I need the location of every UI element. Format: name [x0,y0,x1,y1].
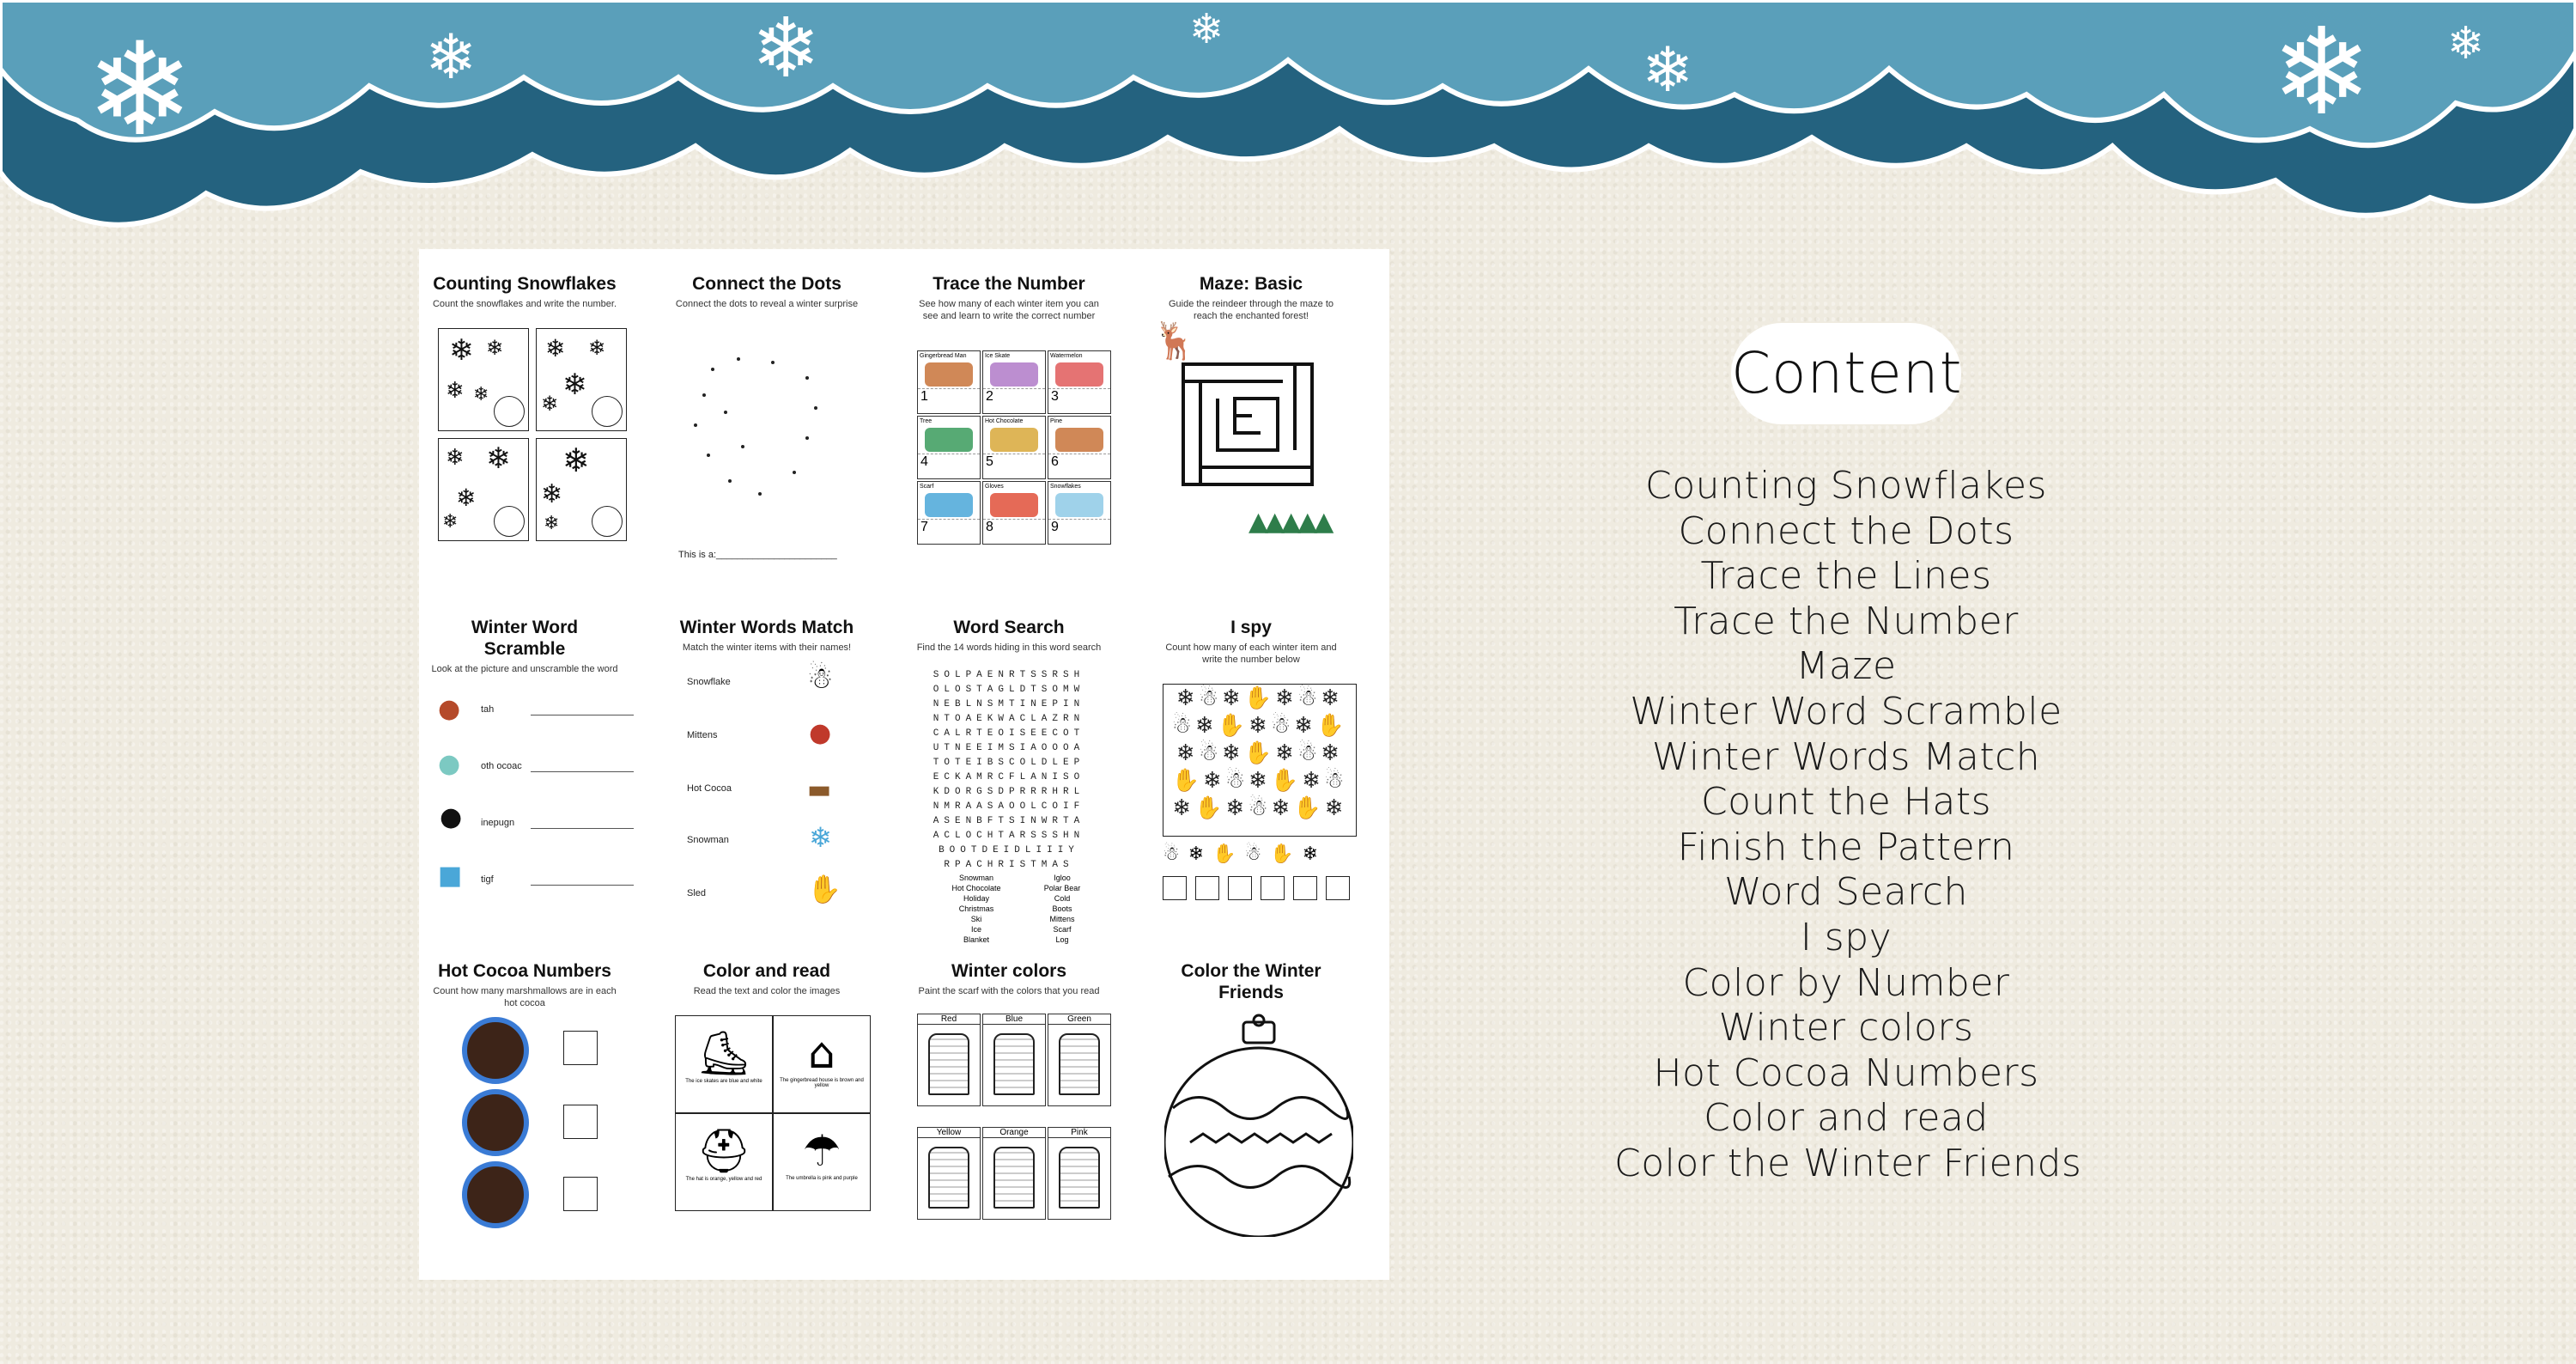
trace-cell [1048,416,1111,479]
snowflake-icon: ❄ [1189,5,1224,53]
answer-circle[interactable] [494,506,525,537]
card-subtitle: Find the 14 words hiding in this word search [916,642,1102,653]
content-list-item: Winter colors [1718,1006,1974,1050]
item-icon [990,362,1038,387]
content-list-item: I spy [1800,915,1893,959]
card-counting-snowflakes [419,249,630,584]
content-list-item: Trace the Lines [1700,554,1992,599]
card-subtitle: Count how many of each winter item and write the number below [1165,642,1337,665]
answer-circle[interactable] [592,506,623,537]
card-word-search [903,593,1115,944]
trace-number: 3 [1048,388,1110,405]
scarf-cell [982,1127,1046,1220]
snowflake-icon: ❄ [588,336,606,360]
card-title: Winter Word Scramble [471,618,579,659]
scarf-cell [917,1014,981,1106]
card-subtitle: Connect the dots to reveal a winter surprise [675,299,859,309]
sled-icon: ▬ [807,775,832,805]
trace-item-label: Gloves [985,484,1004,490]
tree-icon: ▲▲▲▲▲ [1249,507,1331,537]
trace-item-label: Tree [920,418,933,424]
scarf-icon [928,1033,969,1095]
color-cell [675,1113,773,1211]
card-subtitle: Look at the picture and unscramble the word [431,664,618,674]
item-icon [925,493,973,517]
scarf-cell [917,1127,981,1220]
card-title: Word Search [953,618,1065,637]
card-hot-cocoa-numbers [419,936,630,1271]
snowflake-cell [438,438,529,541]
word-list-item: Blanket [963,935,990,944]
trace-number: 6 [1048,454,1110,470]
trace-item-label: Snowflakes [1050,484,1081,490]
trace-number: 5 [983,454,1045,470]
scramble-word: tah [481,704,495,715]
scarf-icon [928,1147,969,1209]
scramble-word: tigf [481,874,494,885]
dot-puzzle [678,344,859,515]
word-list-item: Mittens [1049,915,1075,923]
word-list-item: Ski [970,915,982,923]
snowflake-icon: ❄ [544,513,560,534]
word-search-row: ECKAMRCFLANISO [933,772,1085,782]
snowflake-cell [438,328,529,431]
reindeer-icon: 🦌 [1152,320,1198,362]
card-maze [1145,249,1357,584]
content-list-item: Connect the Dots [1678,508,2014,553]
card-connect-the-dots [661,249,872,584]
card-title: I spy [1230,618,1272,637]
trace-number: 8 [983,519,1045,535]
color-label: Yellow [918,1128,980,1138]
i-spy-items: ☃❄✋☃✋❄ [1163,843,1327,865]
snowflake-icon: ❄ [541,392,559,416]
card-subtitle: Paint the scarf with the colors that you read [918,986,1100,996]
word-list-item: Hot Chocolate [951,884,1001,892]
trace-item-label: Watermelon [1050,353,1083,359]
word-list-right [1024,873,1101,945]
trace-cell [982,416,1046,479]
answer-box[interactable] [563,1031,598,1065]
trace-number: 2 [983,388,1045,405]
trace-number: 4 [918,454,980,470]
snowflake-icon: ❄ [446,378,465,404]
caption: The gingerbread house is brown and yellow [780,1078,864,1088]
trace-cell [917,481,981,545]
cocoa-cup-icon [462,1161,529,1228]
match-word: Sled [687,888,707,898]
match-word: Snowflake [687,677,731,687]
scarf-grid [917,1014,1115,1228]
card-title: Hot Cocoa Numbers [438,961,611,981]
content-list-item: Color the Winter Friends [1614,1141,2082,1185]
snowman-icon: ☃ [807,661,834,696]
snowflake-icon: ❄ [2271,3,2372,143]
scramble-word: inepugn [481,818,515,828]
cocoa-icon: ● [438,749,461,779]
card-words-match [661,593,872,928]
item-icon [990,428,1038,452]
card-subtitle: Count how many marshmallows are in each hot cocoa [433,986,617,1008]
item-icon [1055,362,1103,387]
ice-skate-icon: ⛸ [696,1028,751,1078]
card-color-and-read [661,936,872,1271]
snowflake-icon: ❄ [442,511,459,533]
snowflake-icon: ❄ [541,479,563,509]
word-list-item: Log [1055,935,1069,944]
trace-item-label: Gingerbread Man [920,353,967,359]
card-winter-colors [903,936,1115,1271]
card-title: Winter Words Match [679,618,854,637]
content-list-item: Maze [1795,644,1897,689]
card-title: Color the Winter Friends [1181,961,1321,1002]
card-title: Connect the Dots [692,274,841,294]
snowflake-icon: ❄ [751,0,821,96]
cocoa-cup-icon [462,1089,529,1156]
card-color-winter-friends [1145,936,1357,1271]
scarf-icon [993,1033,1035,1095]
content-list-item: Trace the Number [1674,599,2019,643]
snowflake-cell [536,438,627,541]
item-icon [1055,428,1103,452]
card-trace-the-number [903,249,1115,584]
cocoa-cup-icon [462,1017,529,1084]
word-search-row: ACLOCHTARSSSHN [933,831,1085,841]
trace-cell [917,350,981,414]
trace-item-label: Ice Skate [985,353,1011,359]
card-title: Color and read [702,961,831,981]
scarf-icon [1059,1147,1100,1209]
snowflake-icon: ❄ [1642,33,1694,106]
snowflake-icon: ❄ [562,368,587,402]
trace-number: 7 [918,519,980,535]
card-i-spy [1145,593,1357,928]
hat-icon: ● [438,694,461,724]
trace-item-label: Pine [1050,418,1063,424]
color-label: Green [1048,1014,1110,1025]
content-list-item: Count the Hats [1700,780,1992,825]
content-list [1614,464,2082,1187]
snowflake-icon: ❄ [425,21,477,93]
item-icon [990,493,1038,517]
answer-circle[interactable] [592,396,623,427]
scramble-word: oth ocoac [481,761,522,771]
word-list-item: Scarf [1053,925,1072,934]
content-list-item: Hot Cocoa Numbers [1653,1050,2039,1095]
color-label: Red [918,1014,980,1025]
content-list-item: Winter Word Scramble [1630,689,2063,734]
word-search-row: NEBLNSMTINEPIN [933,699,1085,709]
card-subtitle: Read the text and color the images [693,986,841,996]
trace-number: 1 [918,388,980,405]
item-icon [925,428,973,452]
trace-item-label: Scarf [920,484,934,490]
snowflake-cell [536,328,627,431]
word-list-item: Christmas [958,904,994,913]
match-word: Mittens [687,730,718,740]
word-search-row: RPACHRISTMAS [944,860,1074,870]
card-subtitle: See how many of each winter item you can see and learn to write the correct number [919,299,1099,321]
snowflake-icon: ❄ [545,334,566,362]
cocoa-icon: ● [809,718,832,748]
mittens-icon: ✋ [807,873,841,905]
content-heading: Content [1731,323,1961,424]
match-word: Snowman [687,835,729,845]
card-title: Counting Snowflakes [433,274,617,294]
ornament-drawing [1164,1014,1353,1237]
content-list-item: Counting Snowflakes [1645,464,2047,508]
caption: The hat is orange, yellow and red [685,1177,762,1182]
trace-cell [917,416,981,479]
umbrella-icon: ☂ [802,1126,841,1176]
trace-cell [1048,481,1111,545]
content-list-item: Finish the Pattern [1677,825,2015,869]
snowflake-icon: ❄ [86,15,194,165]
card-subtitle: Match the winter items with their names! [682,642,852,653]
word-search-row: KDORGSDPRRRHRL [933,787,1085,797]
hat-icon: ⛑ [696,1126,751,1176]
caption: The ice skates are blue and white [685,1079,762,1084]
word-list-item: Igloo [1054,874,1071,882]
snowflake-icon: ❄ [456,484,477,512]
penguin-icon: ● [440,802,463,832]
house-icon: ⌂ [808,1028,835,1078]
answer-box[interactable] [563,1177,598,1211]
match-word: Hot Cocoa [687,783,732,794]
word-search-row: TOTEIBSCOLDLEP [933,758,1085,768]
card-title: Winter colors [951,961,1066,981]
word-search-row: NTOAEKWACLAZRN [933,714,1085,724]
scalloped-winter-border [0,0,2576,232]
gift-icon: ■ [438,861,463,891]
scarf-cell [1048,1127,1111,1220]
snowflake-icon: ❄ [2447,18,2485,70]
content-list-item: Word Search [1724,870,1968,915]
word-list-item: Cold [1054,894,1071,903]
color-cell [773,1015,871,1113]
item-icon [925,362,973,387]
snowflake-icon: ❄ [486,441,511,476]
trace-cell [982,350,1046,414]
word-search-row: NMRAASAOOLCOIF [933,801,1085,812]
snowflake-grid [438,328,629,543]
word-search-row: CALRTEOISEECOT [933,728,1085,739]
item-icon [1055,493,1103,517]
color-label: Blue [983,1014,1045,1025]
answer-circle[interactable] [494,396,525,427]
i-spy-scene: ❄☃❄✋❄☃❄ ☃❄✋❄☃❄✋ ❄☃❄✋❄☃❄ ✋❄☃❄✋❄☃ ❄✋❄☃❄✋❄ [1163,684,1357,837]
snowflake-icon: ❄ [486,336,504,360]
word-list-item: Boots [1052,904,1072,913]
word-list-item: Snowman [958,874,994,882]
card-title: Maze: Basic [1199,274,1303,294]
snowflake-icon: ❄ [473,384,489,405]
trace-cell [982,481,1046,545]
word-search-row: ASENBFTSINWRTA [933,816,1085,826]
color-label: Orange [983,1128,1045,1138]
card-word-scramble [419,593,630,928]
scarf-icon [993,1147,1035,1209]
word-search-row: BOOTDEIDLIIIY [939,845,1079,856]
snowflake-icon: ❄ [809,821,832,854]
content-list-item: Color by Number [1682,960,2010,1005]
word-search-row: SOLPAENRTSSRSH [933,670,1085,680]
word-search-row: OLOSTAGLDTSOMW [933,685,1085,695]
trace-number: 9 [1048,519,1110,535]
card-title: Trace the Number [933,274,1085,294]
answer-box[interactable] [563,1105,598,1139]
snowflake-icon: ❄ [562,441,590,479]
content-list-item: Winter Words Match [1651,734,2041,779]
word-list-item: Polar Bear [1043,884,1081,892]
trace-item-label: Hot Chocolate [985,418,1024,424]
word-search-row: UTNEEIMSIAOOOA [933,743,1085,753]
word-search-grid [903,668,1115,873]
maze-grid [1180,361,1317,490]
card-subtitle: Count the snowflakes and write the number. [432,299,617,309]
color-cell [773,1113,871,1211]
answer-line: This is a:_______________________ [678,550,837,560]
word-list-item: Ice [970,925,981,934]
snowflake-icon: ❄ [446,445,465,471]
word-list-left [938,873,1015,945]
card-subtitle: Guide the reindeer through the maze to reach the enchanted forest! [1168,299,1334,321]
color-label: Pink [1048,1128,1110,1138]
trace-cell [1048,350,1111,414]
color-cell [675,1015,773,1113]
caption: The umbrella is pink and purple [786,1176,858,1181]
word-list-item: Holiday [963,894,989,903]
content-list-item: Color and read [1704,1096,1989,1141]
worksheet-preview-sheet [419,249,1389,1280]
scarf-cell [1048,1014,1111,1106]
snowflake-icon: ❄ [449,333,474,368]
scarf-cell [982,1014,1046,1106]
trace-number-grid [917,350,1113,546]
scarf-icon [1059,1033,1100,1095]
